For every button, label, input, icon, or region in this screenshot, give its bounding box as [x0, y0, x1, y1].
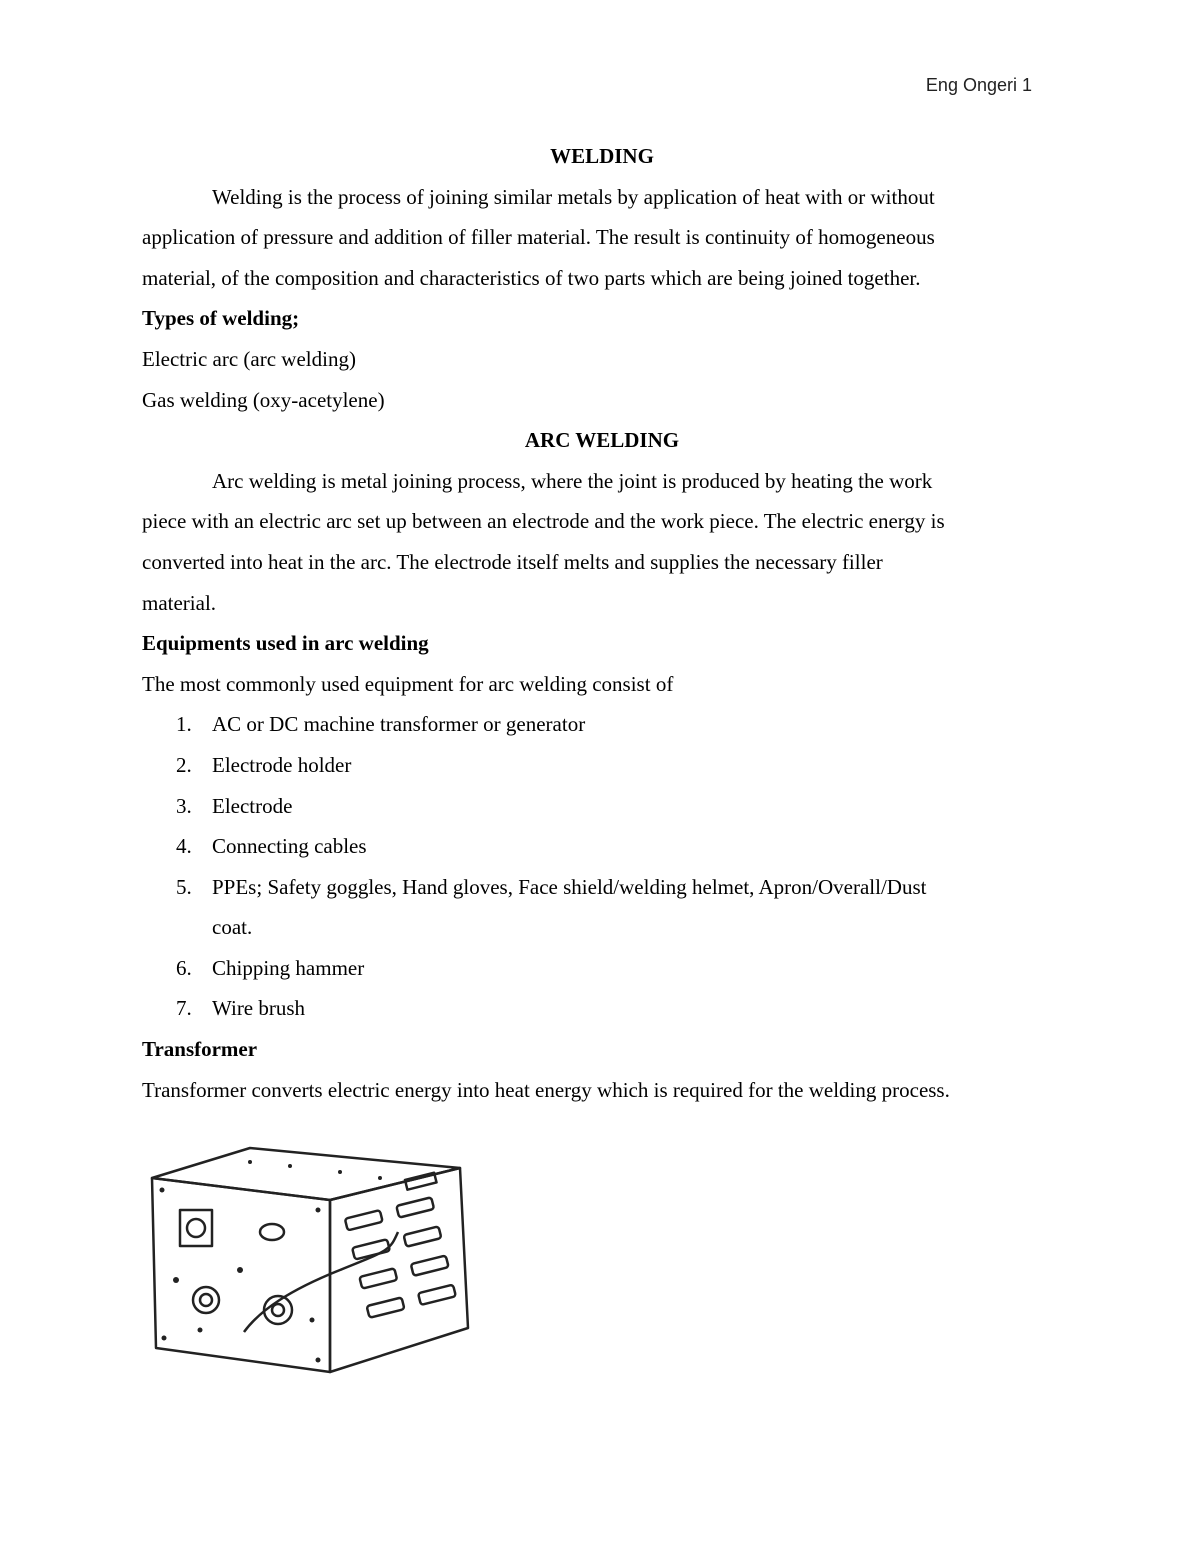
list-item-continuation: coat.: [212, 915, 253, 940]
list-item: [142, 867, 1062, 908]
intro-line-1: Welding is the process of joining similar metals by application of heat with or without: [212, 184, 935, 209]
list-number: 3.: [176, 793, 192, 818]
transformer-illustration: [140, 1120, 480, 1380]
arc-line-2: piece with an electric arc set up between an electrode and the work piece. The electric energy is: [142, 509, 945, 534]
arc-line-4: material.: [142, 590, 217, 615]
intro-line-2: application of pressure and addition of filler material. The result is continuity of homogeneous: [142, 225, 935, 250]
intro-line-3: material, of the composition and characteristics of two parts which are being joined together.: [142, 265, 921, 290]
list-number: 2.: [176, 752, 192, 777]
list-text: Wire brush: [212, 996, 306, 1021]
list-number: 6.: [176, 955, 192, 980]
arc-line-1: Arc welding is metal joining process, where the joint is produced by heating the work: [212, 468, 933, 493]
equipment-heading: Equipments used in arc welding: [142, 631, 429, 656]
equipment-intro: The most commonly used equipment for arc welding consist of: [142, 671, 674, 696]
section-title-welding: WELDING: [550, 144, 654, 168]
list-text: Electrode: [212, 793, 293, 818]
list-number: 4.: [176, 834, 192, 859]
list-item: [142, 704, 1062, 745]
list-number: 7.: [176, 996, 192, 1021]
type-item: Gas welding (oxy-acetylene): [142, 387, 385, 412]
section-title-arc-welding: ARC WELDING: [524, 428, 680, 453]
list-item: [142, 786, 1062, 827]
list-item: [142, 948, 1062, 989]
types-heading: Types of welding;: [142, 306, 300, 331]
list-text: Electrode holder: [212, 752, 352, 777]
list-text: Connecting cables: [212, 834, 367, 859]
list-item: [142, 826, 1062, 867]
list-number: 5.: [176, 874, 192, 899]
document-body: [142, 136, 1062, 1110]
list-text: PPEs; Safety goggles, Hand gloves, Face shield/welding helmet, Apron/Overall/Dust: [212, 874, 927, 899]
running-head: Eng Ongeri 1: [925, 75, 1032, 95]
list-item: [142, 988, 1062, 1029]
transformer-text: Transformer converts electric energy into heat energy which is required for the welding process.: [142, 1077, 950, 1102]
list-number: 1.: [176, 712, 192, 737]
transformer-heading: Transformer: [142, 1037, 258, 1062]
list-text: AC or DC machine transformer or generator: [212, 712, 586, 737]
list-text: Chipping hammer: [212, 955, 365, 980]
arc-line-3: converted into heat in the arc. The electrode itself melts and supplies the necessary filler: [142, 549, 883, 574]
type-item: Electric arc (arc welding): [142, 346, 356, 371]
list-item: [142, 745, 1062, 786]
